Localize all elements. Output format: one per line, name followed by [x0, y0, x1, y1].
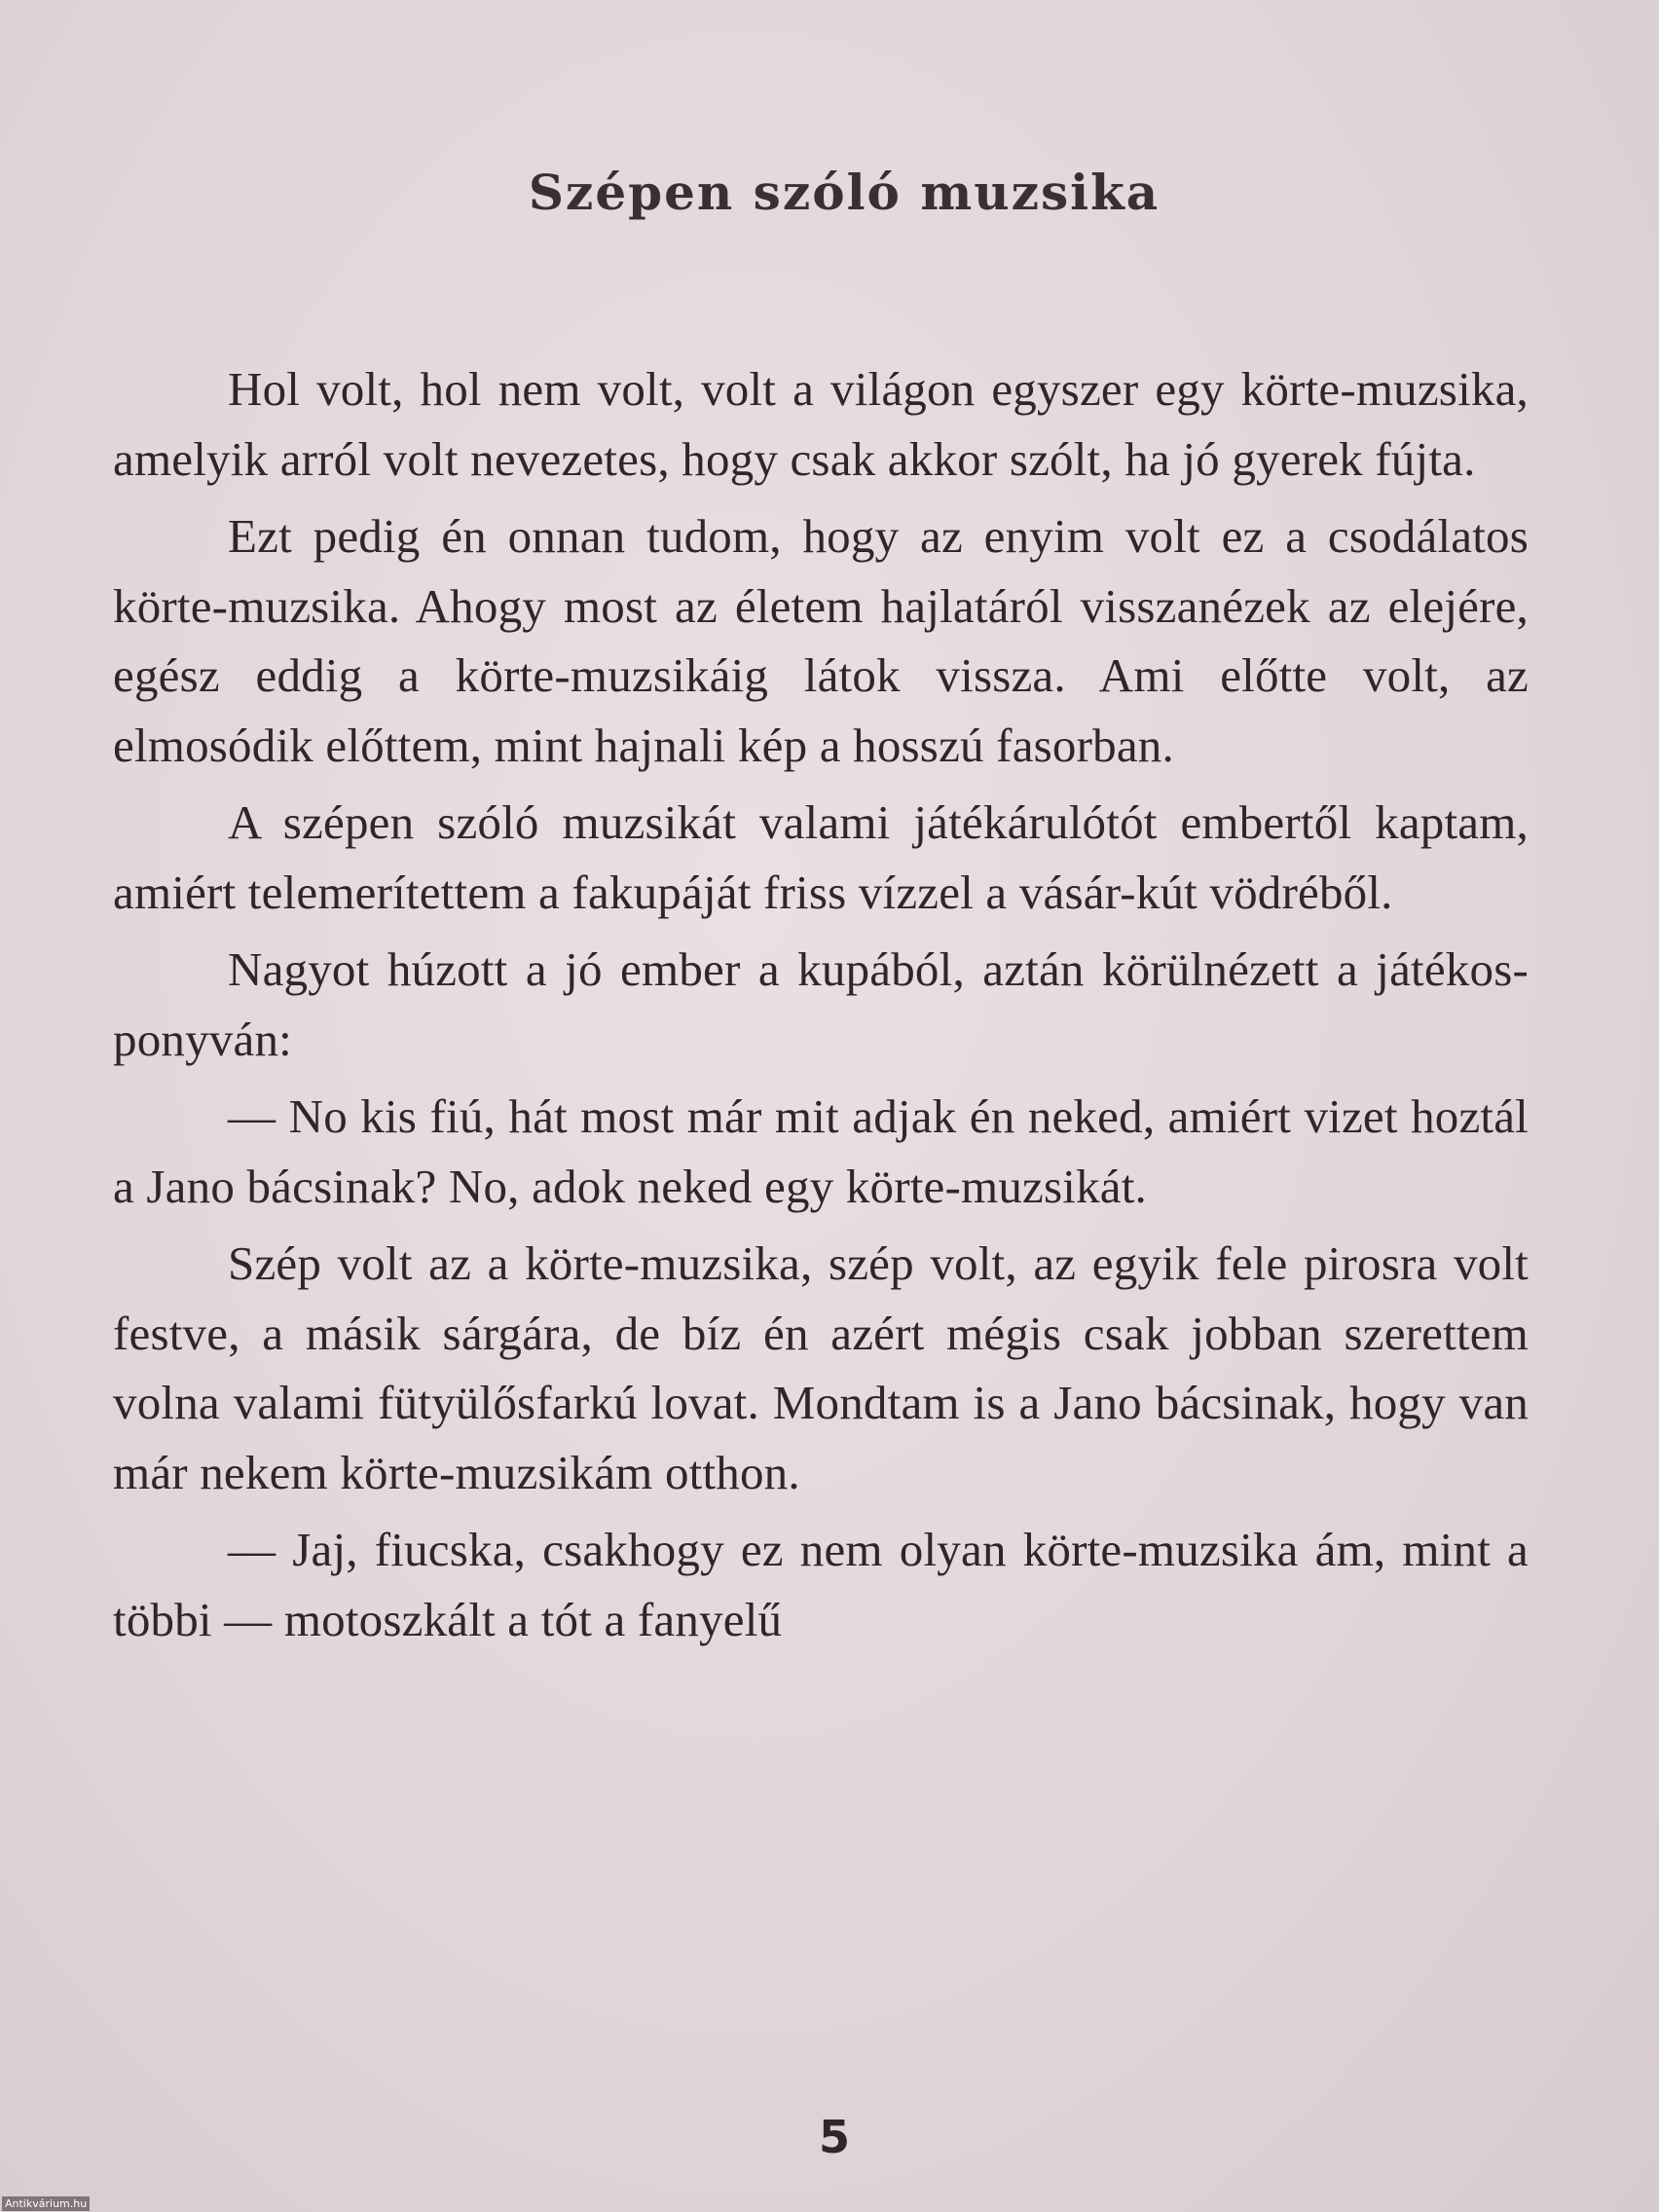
- paragraph-4: Nagyot húzott a jó ember a kupából, aztán körülnézett a játékos-ponyván:: [113, 942, 1529, 1066]
- chapter-title: Szépen szóló muzsika: [528, 164, 1161, 221]
- page-body: [113, 354, 1529, 1662]
- paragraph-7: — Jaj, fiucska, csakhogy ez nem olyan körte-muzsika ám, mint a többi — motoszkált a tót a fanyelű: [113, 1523, 1529, 1646]
- watermark: Antikvárium.hu: [2, 2196, 90, 2211]
- page-number: 5: [818, 2111, 850, 2163]
- paragraph-5: — No kis fiú, hát most már mit adjak én neked, amiért vizet hoztál a Jano bácsinak? No, adok neked egy körte-muzsikát.: [113, 1089, 1529, 1213]
- paragraph-6: Szép volt az a körte-muzsika, szép volt, az egyik fele pirosra volt festve, a másik sárgára, de bíz én azért mégis csak jobban szerettem volna valami fütyülősfarkú lovat. Mondtam is a Jano bácsinak, hogy van már nekem körte-muzsikám otthon.: [113, 1236, 1529, 1499]
- paragraph-3: A szépen szóló muzsikát valami játékárulótót embertől kaptam, amiért telemerítettem a fakupáját friss vízzel a vásár-kút vödréből.: [113, 795, 1529, 919]
- paragraph-1: Hol volt, hol nem volt, volt a világon egyszer egy körte-muzsika, amelyik arról volt nevezetes, hogy csak akkor szólt, ha jó gyerek fújta.: [113, 362, 1529, 486]
- paragraph-2: Ezt pedig én onnan tudom, hogy az enyim volt ez a csodálatos körte-muzsika. Ahogy most az életem hajlatáról visszanézek az elejére, egész eddig a körte-muzsikáig látok vissza. Ami előtte volt, az elmosódik előttem, mint hajnali kép a hosszú fasorban.: [113, 509, 1529, 772]
